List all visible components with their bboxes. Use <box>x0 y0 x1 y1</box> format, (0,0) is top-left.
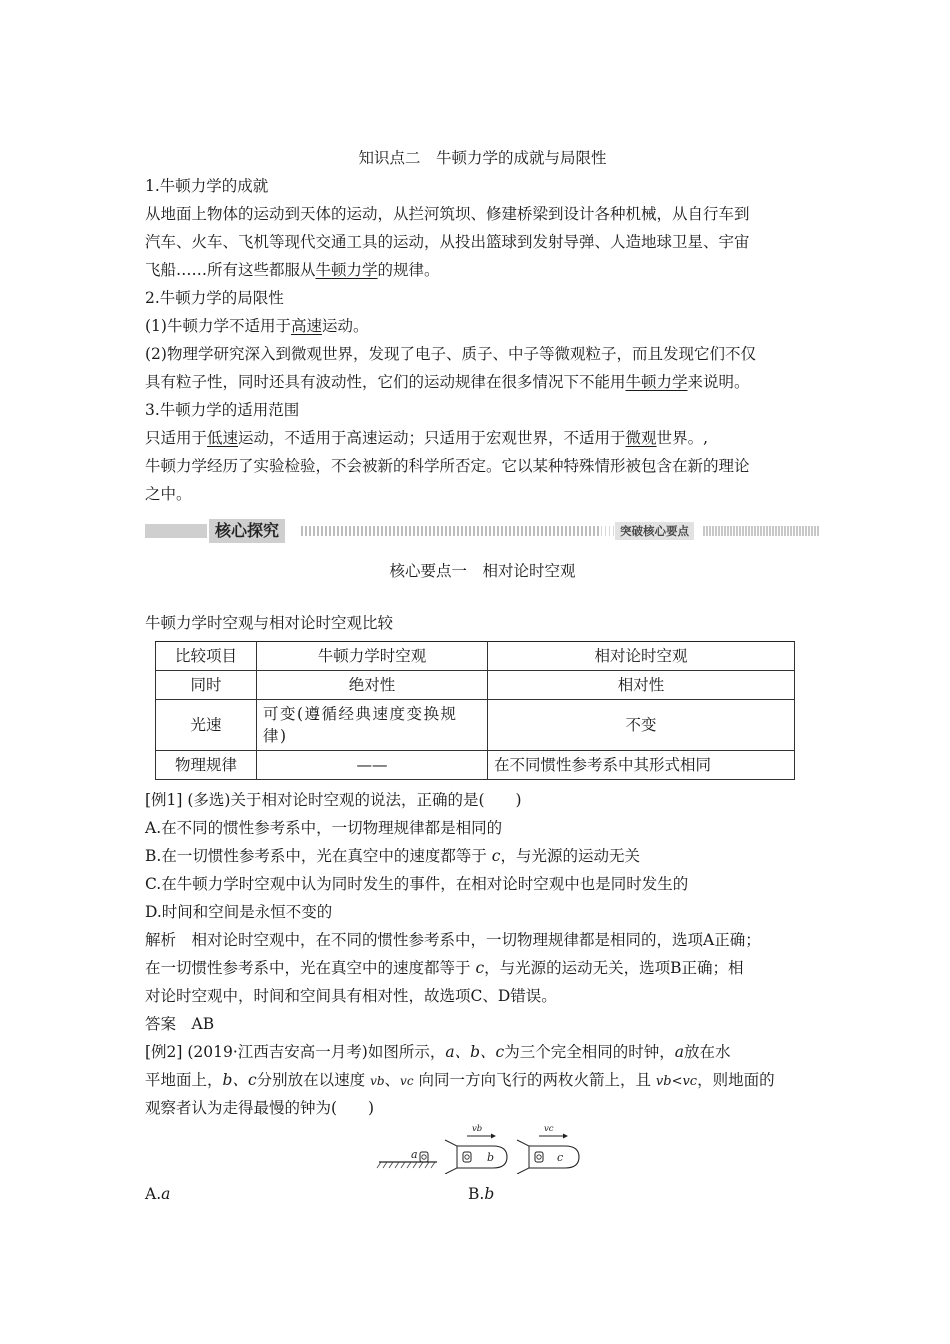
subheading-limitations: 2.牛顿力学的局限性 <box>145 289 284 307</box>
paragraph-line: (2)物理学研究深入到微观世界，发现了电子、质子、中子等微观粒子，而且发现它们不仅 <box>145 345 756 363</box>
table-header-cell: 相对论时空观 <box>488 642 795 671</box>
table-header-cell: 比较项目 <box>156 642 257 671</box>
analysis-line <box>145 957 744 979</box>
subheading-scope: 3.牛顿力学的适用范围 <box>145 401 300 419</box>
banner-stripe <box>601 526 615 536</box>
label-b: b <box>487 1151 495 1164</box>
text: 运动，不适用于高速运动；只适用于宏观世界，不适用于 <box>238 429 626 447</box>
label-vb: vb <box>472 1124 483 1134</box>
symbol: c <box>475 959 485 977</box>
comparison-table <box>155 641 795 780</box>
text: 放在水 <box>683 1043 731 1061</box>
paragraph-line: 从地面上物体的运动到天体的运动，从拦河筑坝、修建桥梁到设计各种机械，从自行车到 <box>145 205 750 223</box>
text: 、 <box>384 1071 401 1089</box>
text: 平地面上， <box>145 1071 223 1089</box>
symbol: a <box>674 1043 684 1061</box>
table-header-cell: 牛顿力学时空观 <box>257 642 488 671</box>
example2-line: 观察者认为走得最慢的钟为( ) <box>145 1099 375 1117</box>
table-cell: 相对性 <box>488 671 795 700</box>
example2-line <box>145 1069 775 1093</box>
option-a: A.在不同的惯性参考系中，一切物理规律都是相同的 <box>145 819 503 837</box>
text: ，与光源的运动无关，选项B正确；相 <box>484 959 744 977</box>
table-cell: 不变 <box>488 700 795 751</box>
analysis-line: 解析 相对论时空观中，在不同的惯性参考系中，一切物理规律都是相同的，选项A正确； <box>145 931 761 949</box>
label-c: c <box>557 1151 564 1164</box>
underlined-answer: 牛顿力学 <box>625 373 688 391</box>
option-a <box>145 1183 170 1205</box>
section-banner <box>145 519 820 543</box>
option-b <box>468 1183 494 1205</box>
text: 运动。 <box>321 317 369 335</box>
banner-stripe <box>301 526 601 536</box>
paragraph-line: 之中。 <box>145 485 192 503</box>
paragraph-line: 牛顿力学经历了实验检验，不会被新的科学所否定。它以某种特殊情形被包含在新的理论 <box>145 457 750 475</box>
underlined-answer: 牛顿力学 <box>315 261 378 279</box>
text: 分别放在以速度 <box>256 1071 371 1089</box>
banner-bar <box>145 524 207 538</box>
paragraph-line <box>145 259 440 281</box>
text: 来说明。 <box>687 373 750 391</box>
analysis-line: 对论时空观中，时间和空间具有相对性，故选项C、D错误。 <box>145 987 557 1005</box>
text: 在一切惯性参考系中，光在真空中的速度都等于 <box>145 959 476 977</box>
table-cell: 可变(遵循经典速度变换规律) <box>257 700 488 751</box>
symbol: vb <box>370 1074 385 1088</box>
velocity-c-arrow-icon <box>539 1134 568 1139</box>
banner-bar <box>703 526 820 536</box>
table-row <box>156 700 795 751</box>
text: B. <box>468 1185 485 1203</box>
answer: 答案 AB <box>145 1015 215 1033</box>
rocket-c-icon <box>517 1140 579 1174</box>
symbol: b、c <box>222 1071 257 1089</box>
text: ，则地面的 <box>697 1071 775 1089</box>
velocity-b-arrow-icon <box>467 1134 496 1139</box>
table-cell: 在不同惯性参考系中其形式相同 <box>488 751 795 780</box>
table-header-row <box>156 642 795 671</box>
text: A. <box>145 1185 162 1203</box>
paragraph-line: 汽车、火车、飞机等现代交通工具的运动，从投出篮球到发射导弹、人造地球卫星、宇宙 <box>145 233 750 251</box>
text: 飞船……所有这些都服从 <box>145 261 316 279</box>
text: [例2] (2019·江西吉安高一月考)如图所示， <box>145 1043 446 1061</box>
table-caption: 牛顿力学时空观与相对论时空观比较 <box>145 614 394 632</box>
label-vc: vc <box>544 1124 554 1134</box>
example2-line <box>145 1041 731 1063</box>
table-row <box>156 671 795 700</box>
symbol: a <box>161 1185 171 1203</box>
section-heading: 知识点二 牛顿力学的成就与局限性 <box>358 149 607 167</box>
symbol: vb<vc <box>655 1074 698 1089</box>
key-point-heading: 核心要点一 相对论时空观 <box>389 562 576 580</box>
underlined-answer: 微观 <box>625 429 657 447</box>
subheading-achievements: 1.牛顿力学的成就 <box>145 177 269 195</box>
table-cell: —— <box>257 751 488 780</box>
underlined-answer: 高速 <box>290 317 322 335</box>
table-cell: 光速 <box>156 700 257 751</box>
text: 向同一方向飞行的两枚火箭上，且 <box>413 1071 656 1089</box>
symbol: c <box>491 847 501 865</box>
underlined-answer: 低速 <box>207 429 239 447</box>
symbol: vc <box>400 1074 414 1088</box>
paragraph-line <box>145 427 708 449</box>
paragraph-line <box>145 371 750 393</box>
paragraph-line <box>145 315 369 337</box>
clock-a-icon <box>420 1152 428 1162</box>
text: (1)牛顿力学不适用于 <box>145 317 291 335</box>
symbol: b <box>484 1185 495 1203</box>
table-row <box>156 751 795 780</box>
table-cell: 绝对性 <box>257 671 488 700</box>
text: 具有粒子性，同时还具有波动性，它们的运动规律在很多情况下不能用 <box>145 373 626 391</box>
table-cell: 物理规律 <box>156 751 257 780</box>
label-a: a <box>411 1148 418 1161</box>
option-d: D.时间和空间是永恒不变的 <box>145 903 333 921</box>
rocket-b-icon <box>445 1140 507 1174</box>
text: 只适用于 <box>145 429 208 447</box>
banner-title: 核心探究 <box>209 519 285 543</box>
banner-subtitle: 突破核心要点 <box>615 522 694 540</box>
rocket-clocks-figure <box>375 1118 585 1174</box>
text: B.在一切惯性参考系中，光在真空中的速度都等于 <box>145 847 492 865</box>
symbol: a、b、c <box>445 1043 505 1061</box>
option-b <box>145 845 640 867</box>
text: 为三个完全相同的时钟， <box>504 1043 675 1061</box>
text: 世界。, <box>656 429 708 447</box>
example-stem: [例1] (多选)关于相对论时空观的说法，正确的是( ) <box>145 791 522 809</box>
option-c: C.在牛顿力学时空观中认为同时发生的事件，在相对论时空观中也是同时发生的 <box>145 875 689 893</box>
text: 的规律。 <box>377 261 440 279</box>
text: ，与光源的运动无关 <box>500 847 640 865</box>
table-cell: 同时 <box>156 671 257 700</box>
